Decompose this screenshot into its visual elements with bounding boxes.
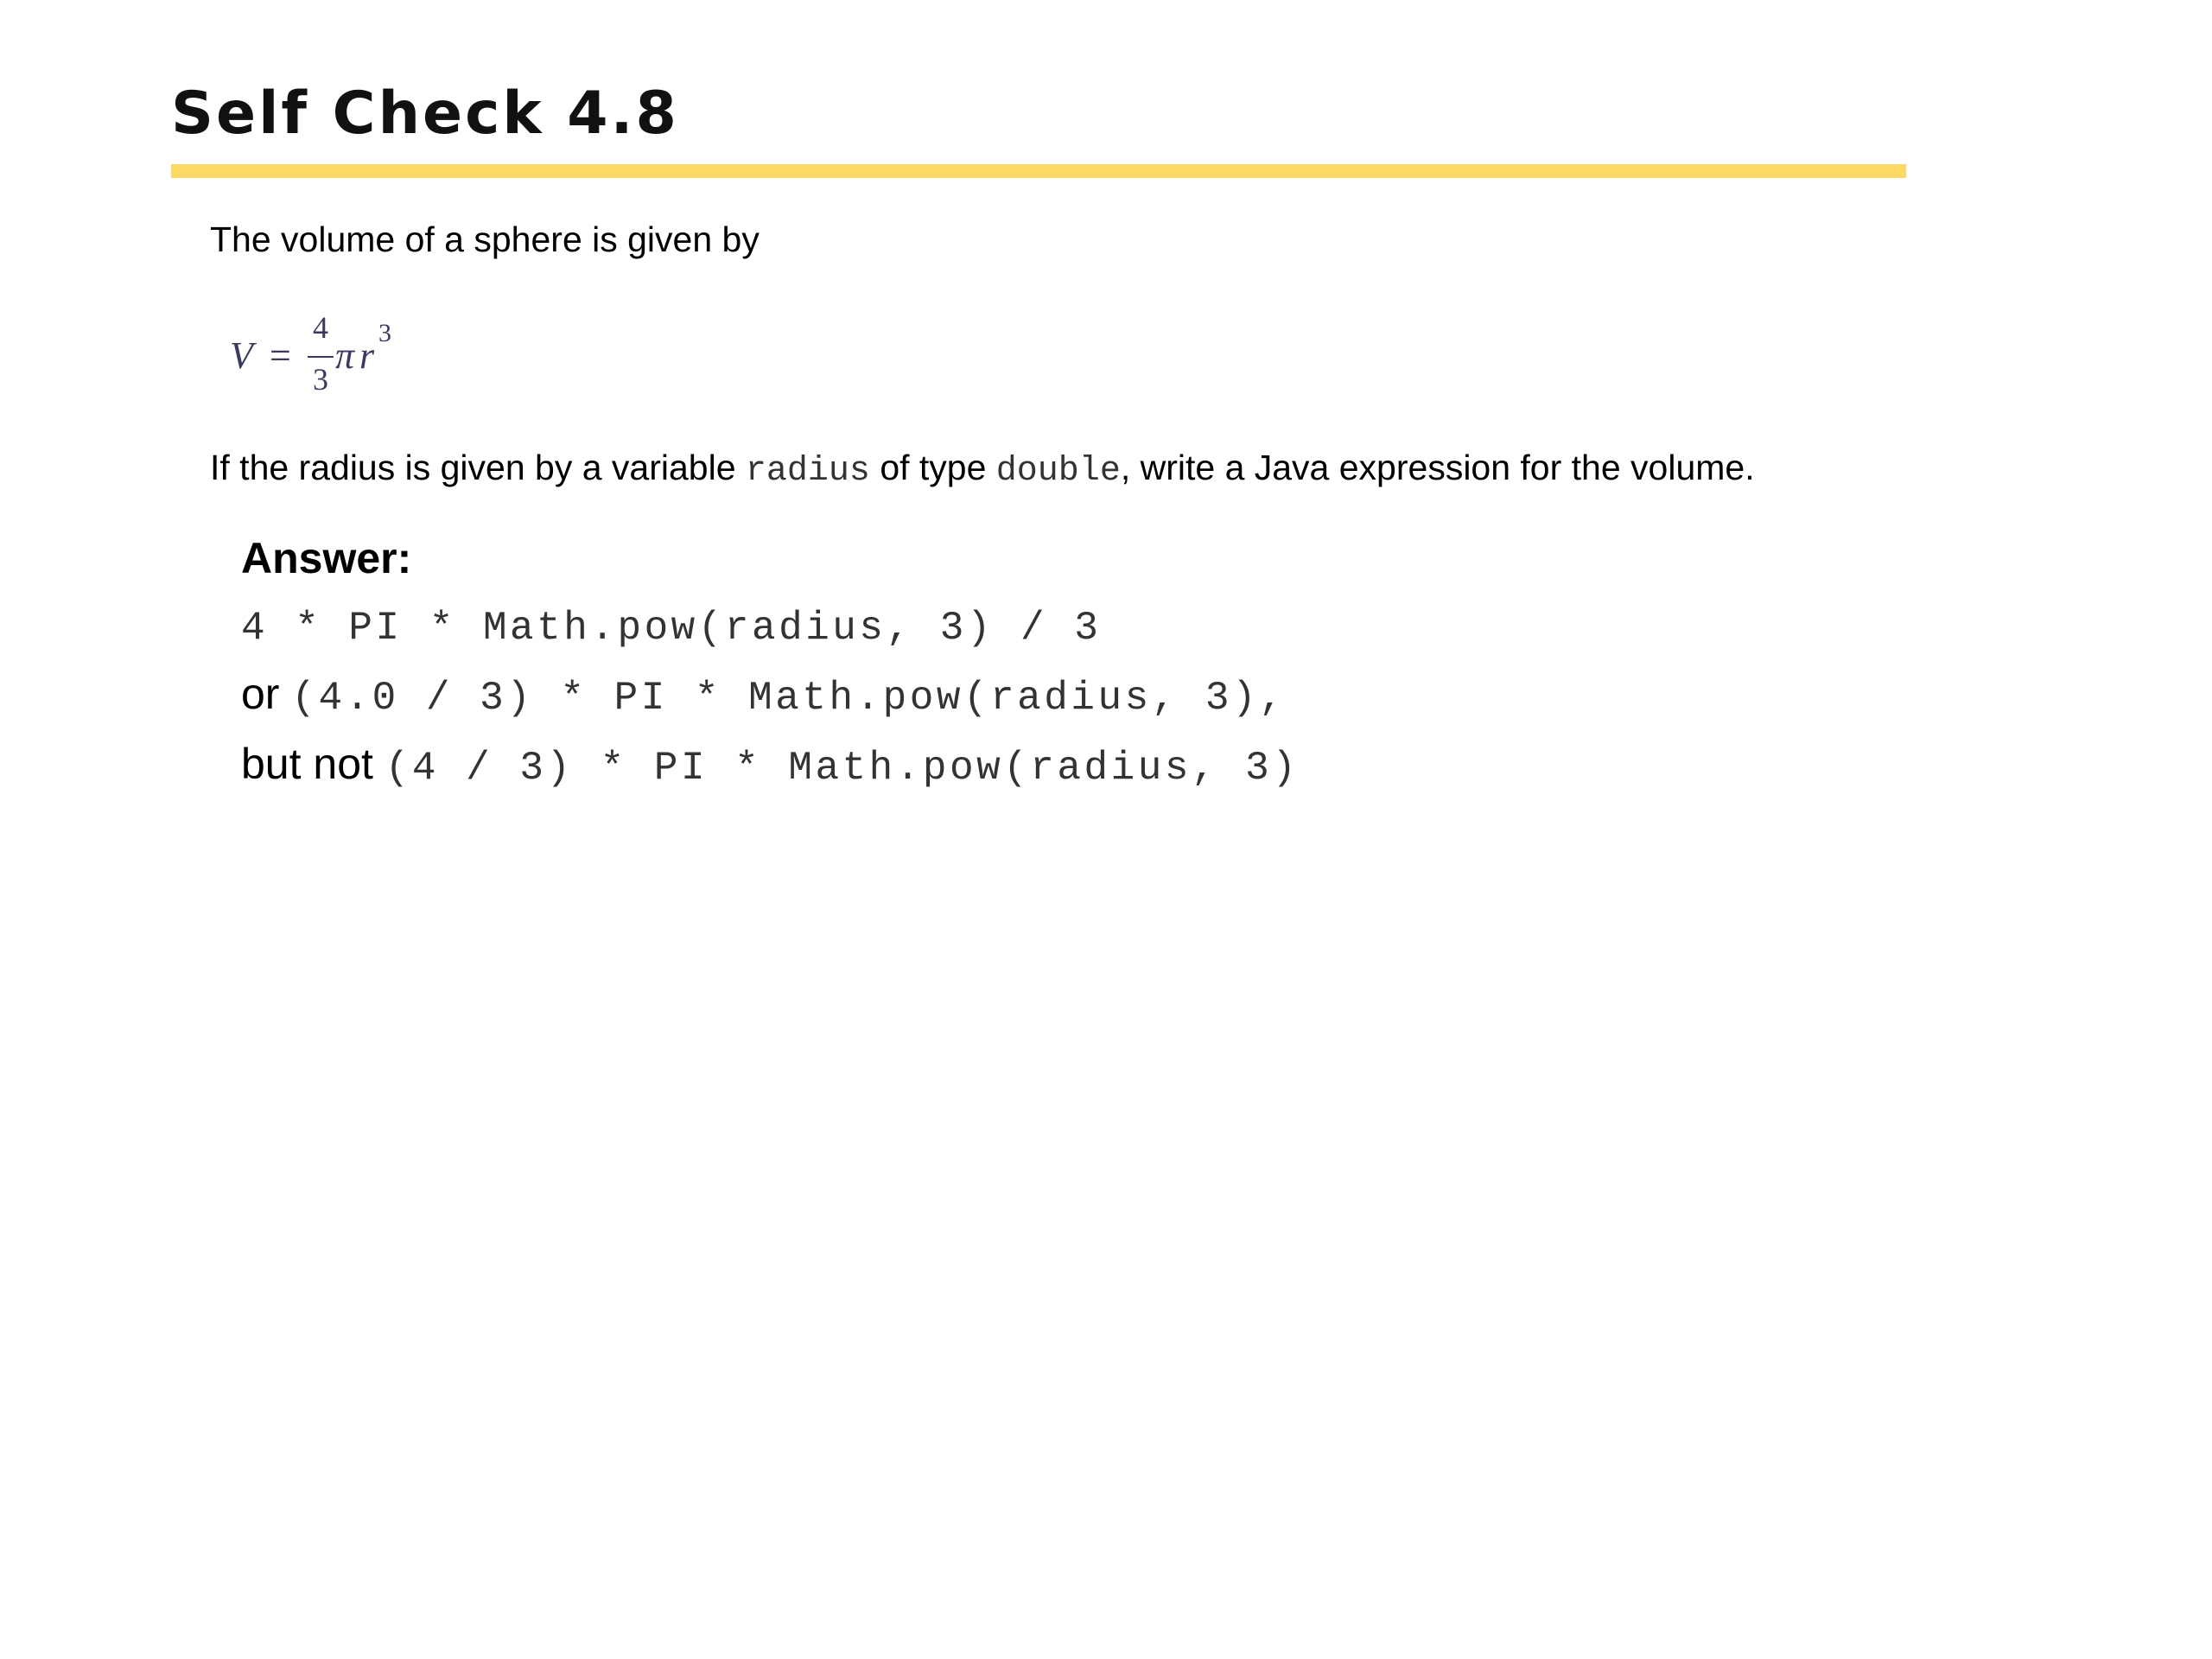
formula-exponent: 3	[378, 319, 391, 347]
problem-intro: The volume of a sphere is given by	[210, 219, 760, 259]
answer-line-2	[241, 661, 1969, 731]
formula-numerator: 4	[313, 310, 328, 345]
double-code: double	[995, 452, 1121, 491]
answer-prefix-or: or	[241, 670, 292, 718]
answer-block	[241, 525, 1969, 801]
question-text-middle: of type	[869, 448, 996, 487]
question-text-start: If the radius is given by a variable	[210, 448, 746, 487]
answer-expression-3: (4 / 3) * PI * Math.pow(radius, 3)	[385, 746, 1300, 791]
formula-pi-symbol: π	[335, 334, 355, 377]
question-text-end: , write a Java expression for the volume.	[1120, 448, 1755, 487]
formula-denominator: 3	[313, 362, 328, 397]
answer-label: Answer:	[241, 534, 412, 582]
title-underline	[171, 164, 1906, 178]
problem-question	[210, 441, 1755, 499]
formula-equals-sign: =	[270, 334, 291, 377]
formula-fraction-bar	[308, 356, 334, 358]
radius-code: radius	[745, 452, 870, 491]
answer-line-3	[241, 731, 1969, 801]
answer-expression-1: 4 * PI * Math.pow(radius, 3) / 3	[241, 606, 1102, 651]
answer-expression-2: (4.0 / 3) * PI * Math.pow(radius, 3),	[291, 676, 1287, 721]
formula-volume-variable: V	[230, 334, 253, 377]
formula-radius-variable: r	[359, 334, 375, 377]
answer-line-1	[241, 591, 1969, 661]
page-title: Self Check 4.8	[171, 79, 679, 148]
answer-prefix-but-not: but not	[241, 740, 385, 788]
